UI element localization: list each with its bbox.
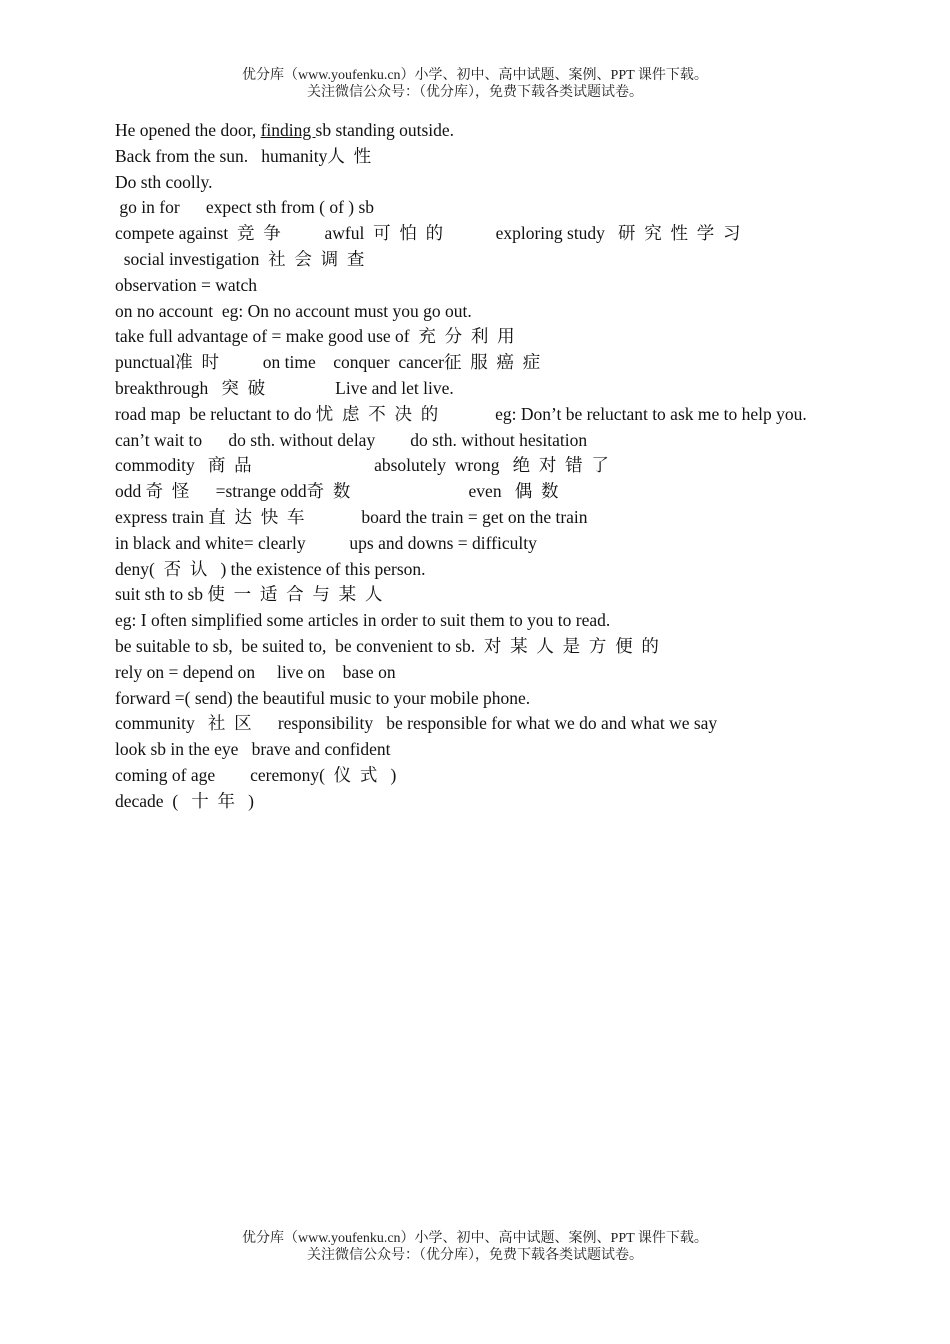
note-line-22: rely on = depend on live on base on [115,661,396,682]
page-footer [0,1230,950,1264]
note-line-11: breakthrough 突 破 Live and let live. [115,377,454,398]
note-line-17: in black and white= clearly ups and downs = difficulty [115,532,537,553]
note-line-14: commodity 商 品 absolutely wrong 绝 对 错 了 [115,455,609,476]
footer-line-1: 优分库（www.youfenku.cn）小学、初中、高中试题、案例、PPT 课件下载。 [242,1231,708,1246]
note-line-26: coming of age ceremony( 仪 式 ) [115,764,397,785]
note-line-7: observation = watch [115,274,258,295]
note-line-25: look sb in the eye brave and confident [115,739,391,760]
header-line-2: 关注微信公众号：（优分库），免费下载各类试题试卷。 [307,85,643,100]
note-line-3: Do sth coolly. [115,171,213,192]
note-line-16: express train 直 达 快 车 board the train = get on the train [115,506,588,527]
note-line-9: take full advantage of = make good use of 充 分 利 用 [115,326,515,347]
note-line-23: forward =( send) the beautiful music to your mobile phone. [115,687,531,708]
header-line-1: 优分库（www.youfenku.cn）小学、初中、高中试题、案例、PPT 课件下载。 [242,68,708,83]
underlined-word-finding: finding [260,120,316,140]
note-line-10: punctual准 时 on time conquer cancer征 服 癌 症 [115,352,541,373]
vocabulary-notes [115,118,840,815]
note-line-15: odd 奇 怪 =strange odd奇 数 even 偶 数 [115,481,559,502]
note-line-4: go in for expect sth from ( of ) sb [115,197,375,218]
note-line-20: eg: I often simplified some articles in order to suit them to you to read. [115,610,611,631]
note-line-21: be suitable to sb, be suited to, be convenient to sb. 对 某 人 是 方 便 的 [115,635,659,656]
note-line-8: on no account eg: On no account must you go out. [115,300,472,321]
note-line-13: can’t wait to do sth. without delay do sth. without hesitation [115,429,588,450]
note-line-19: suit sth to sb 使 一 适 合 与 某 人 [115,584,383,605]
note-line-2: Back from the sun. humanity人 性 [115,145,372,166]
note-line-18: deny( 否 认 ) the existence of this person. [115,558,426,579]
page-header [0,67,950,101]
footer-line-2: 关注微信公众号：（优分库），免费下载各类试题试卷。 [307,1248,643,1263]
note-line-1-post: sb standing outside. [315,120,455,140]
note-line-1-pre: He opened the door, [115,120,261,140]
note-line-5: compete against 竞 争 awful 可 怕 的 exploring study 研 究 性 学 习 [115,223,741,244]
note-line-1 [115,118,840,144]
note-line-6: social investigation 社 会 调 查 [115,248,365,269]
note-line-24: community 社 区 responsibility be responsible for what we do and what we say [115,713,718,734]
note-line-12: road map be reluctant to do 忧 虑 不 决 的 eg: Don’t be reluctant to ask me to help you. [115,403,807,424]
note-line-27: decade ( 十 年 ) [115,790,254,811]
